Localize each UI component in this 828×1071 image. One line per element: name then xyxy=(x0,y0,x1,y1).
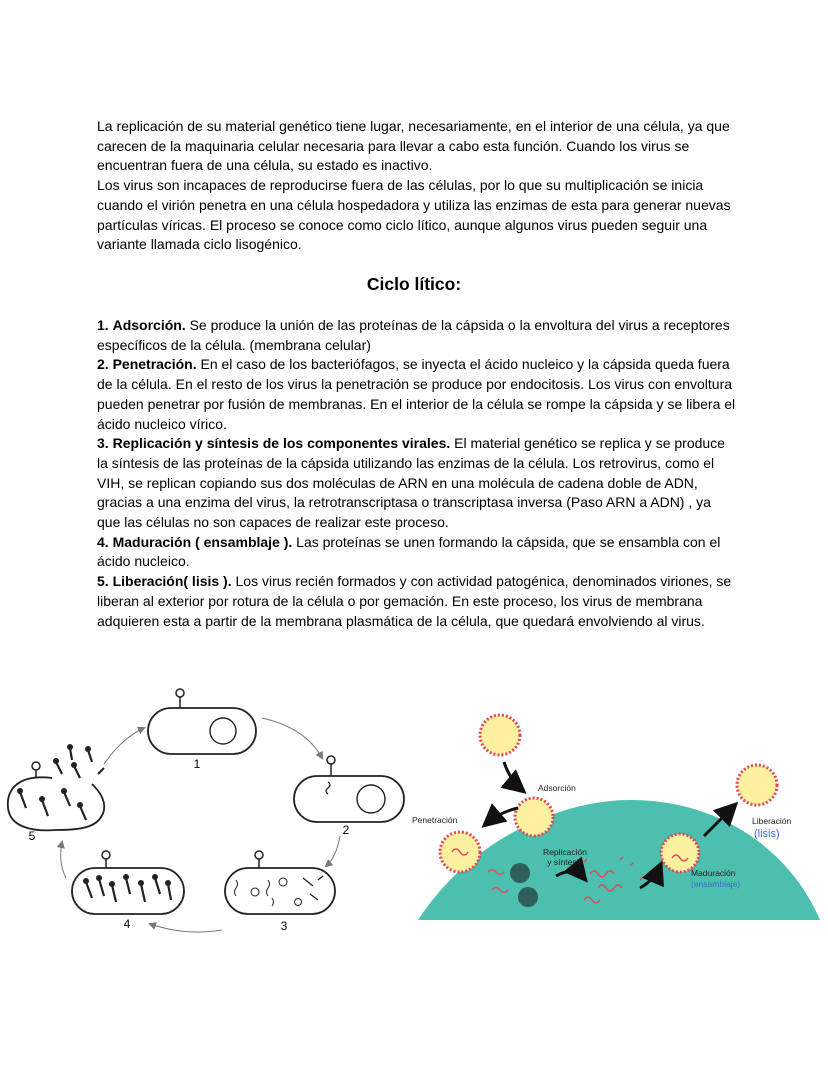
virus-particle xyxy=(440,832,480,872)
cell-stage-1 xyxy=(148,689,256,754)
cell-stage-5 xyxy=(8,744,104,830)
stage-label-1: 1 xyxy=(193,757,201,771)
cell-stage-4 xyxy=(72,851,184,914)
stage-label-2: 2 xyxy=(342,823,350,837)
label-adsorcion: Adsorción xyxy=(538,783,576,793)
virus-particle xyxy=(661,834,699,872)
stage-label-3: 3 xyxy=(280,919,288,933)
label-penetracion: Penetración xyxy=(412,815,458,825)
stage-label-4: 4 xyxy=(123,917,131,931)
label-liberacion: Liberación xyxy=(752,816,792,826)
stage-label-5: 5 xyxy=(28,829,36,843)
step-item: 1. Adsorción. Se produce la unión de las proteínas de la cápsida o la envoltura del virus a receptores específicos de la célula. (membrana celular) xyxy=(97,317,730,353)
section-title: Ciclo lítico: xyxy=(366,274,462,294)
step-item: 2. Penetración. En el caso de los bacteriófagos, se inyecta el ácido nucleico y la cápsida queda fuera de la célula. En el resto de los virus la penetración se produce por endocitosis. Los virus con envoltura pueden penetrar por fusión de membranas. En el interior de la célula se rompe la cápsida y se libera el ácido nucleico vírico. xyxy=(97,356,736,432)
virus-particle xyxy=(737,765,777,805)
intro-paragraph-1: La replicación de su material genético tiene lugar, necesariamente, en el interior de una célula, ya que carecen de la maquinaria celular necesaria para llevar a cabo esta función. Cuando los virus se encuentran fuera de una célula, su estado es inactivo. xyxy=(97,118,730,174)
steps-list xyxy=(97,316,737,631)
intro-paragraph-2: Los virus son incapaces de reproducirse fuera de las células, por lo que su multiplicación se inicia cuando el virión penetra en una célula hospedadora y utiliza las enzimas de esta para generar nuevas partículas víricas. El proceso se conoce como ciclo lítico, aunque algunos virus pueden seguir una variante llamada ciclo lisogénico. xyxy=(97,177,731,253)
label-maduracion: Maduración xyxy=(691,868,736,878)
step-item: 3. Replicación y síntesis de los componentes virales. El material genético se replica y se produce la síntesis de las proteínas de la cápsida utilizando las enzimas de la célula. Los retrovirus, como el VIH, se replican copiando sus dos moléculas de ARN en una molécula de cadena doble de ADN, gracias a una enzima del virus, la retrotranscriptasa o transcriptasa inversa (Paso ARN a ADN) , ya que las células no son capaces de realizar este proceso. xyxy=(97,435,725,531)
virus-particle xyxy=(515,798,553,836)
label-liberacion-note: (lisis) xyxy=(754,828,780,840)
label-sintesis: y síntesis xyxy=(547,857,583,867)
cell-stage-2 xyxy=(294,756,404,822)
lytic-cycle-diagram xyxy=(0,680,410,940)
virus-particle xyxy=(480,715,520,755)
cell-stage-3 xyxy=(225,851,335,914)
intro-text xyxy=(97,117,737,255)
label-replicacion: Replicación xyxy=(543,847,587,857)
step-item: 4. Maduración ( ensamblaje ). Las proteínas se unen formando la cápsida, que se ensambla con el ácido nucleico. xyxy=(97,533,721,570)
label-maduracion-note: (ensamblaje) xyxy=(691,879,741,889)
step-item: 5. Liberación( lisis ). Los virus recién formados y con actividad patogénica, denominados viriones, se liberan al exterior por rotura de la célula o por gemación. En este proceso, los virus de membrana adquieren esta a partir de la membrana plasmática de la célula, que quedará envolviendo al virus. xyxy=(97,573,732,629)
virus-cycle-illustration xyxy=(408,700,828,930)
